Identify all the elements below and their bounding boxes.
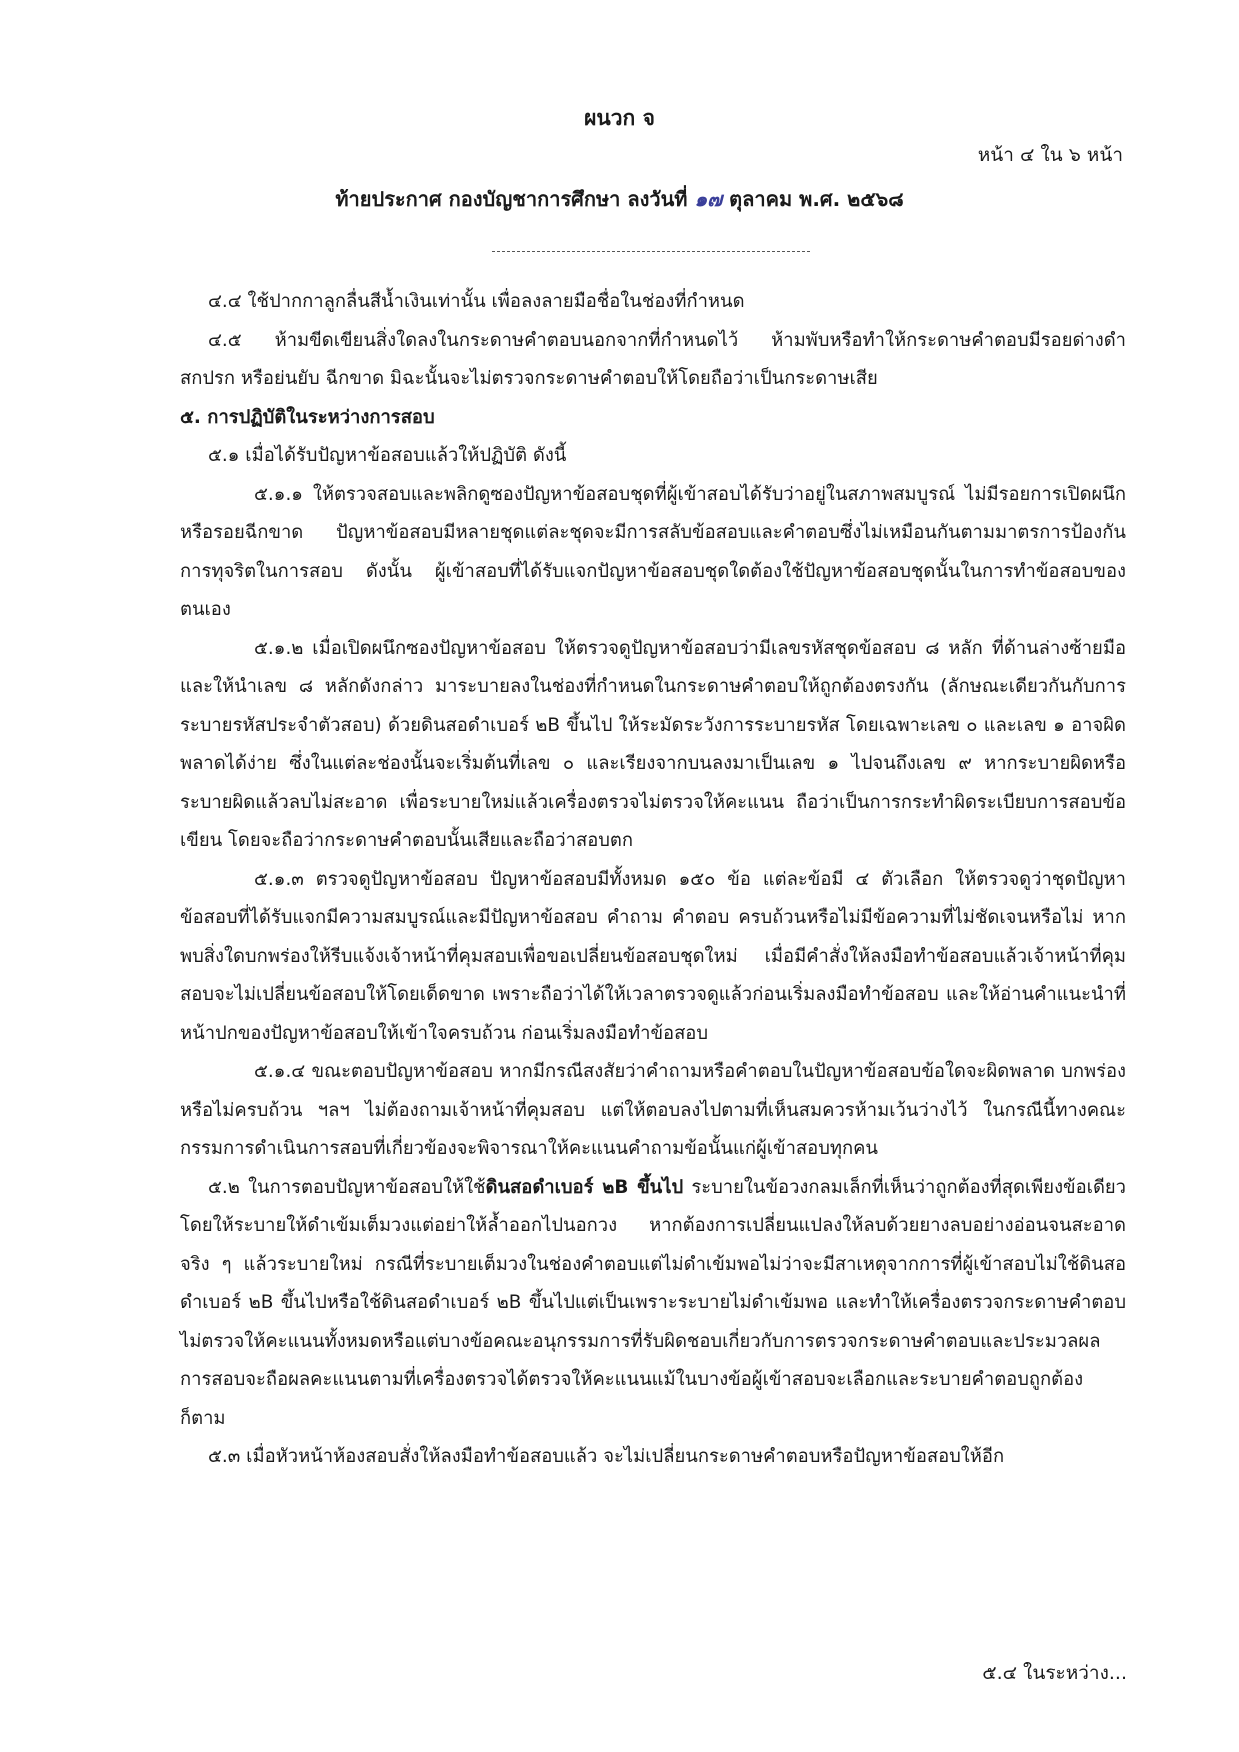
paragraph-5-2-start: ๕.๒ ในการตอบปัญหาข้อสอบให้ใช้: [208, 1176, 486, 1198]
page-number: หน้า ๔ ใน ๖ หน้า: [977, 144, 1123, 166]
paragraph-5-1-3: ๕.๑.๓ ตรวจดูปัญหาข้อสอบ ปัญหาข้อสอบมีทั้งหมด ๑๕๐ ข้อ แต่ละข้อมี ๔ ตัวเลือก ให้ตรวจดูว่าชุดปัญหาข้อสอบที่ได้รับแจกมีความสมบูรณ์และมีปัญหาข้อสอบ คำถาม คำตอบ ครบถ้วนหรือไม่มีข้อความที่ไม่ชัดเจนหรือไม่ หากพบสิ่งใดบกพร่องให้รีบแจ้งเจ้าหน้าที่คุมสอบเพื่อขอเปลี่ยนข้อสอบชุดใหม่ เมื่อมีคำสั่งให้ลงมือทำข้อสอบแล้วเจ้าหน้าที่คุมสอบจะไม่เปลี่ยนข้อสอบให้โดยเด็ดขาด เพราะถือว่าได้ให้เวลาตรวจดูแล้วก่อนเริ่มลงมือทำข้อสอบ และให้อ่านคำแนะนำที่หน้าปกของปัญหาข้อสอบให้เข้าใจครบถ้วน ก่อนเริ่มลงมือทำข้อสอบ: [180, 868, 1126, 1044]
document-body: [180, 283, 1126, 1477]
paragraph-5-3: ๕.๓ เมื่อหัวหน้าห้องสอบสั่งให้ลงมือทำข้อสอบแล้ว จะไม่เปลี่ยนกระดาษคำตอบหรือปัญหาข้อสอบให้อีก: [208, 1446, 1005, 1467]
separator-rule: [492, 251, 810, 252]
annex-title: ผนวก จ: [584, 106, 655, 130]
announcement-suffix: ตุลาคม พ.ศ. ๒๕๖๘: [729, 187, 904, 211]
paragraph-5-1-2: ๕.๑.๒ เมื่อเปิดผนึกซองปัญหาข้อสอบ ให้ตรวจดูปัญหาข้อสอบว่ามีเลขรหัสชุดข้อสอบ ๘ หลัก ที่ด้านล่างซ้ายมือ และให้นำเลข ๘ หลักดังกล่าว มาระบายลงในช่องที่กำหนดในกระดาษคำตอบให้ถูกต้องตรงกัน (ลักษณะเดียวกันกับการระบายรหัสประจำตัวสอบ) ด้วยดินสอดำเบอร์ ๒B ขึ้นไป ให้ระมัดระวังการระบายรหัส โดยเฉพาะเลข ๐ และเลข ๑ อาจผิดพลาดได้ง่าย ซึ่งในแต่ละช่องนั้นจะเริ่มต้นที่เลข ๐ และเรียงจากบนลงมาเป็นเลข ๑ ไปจนถึงเลข ๙ หากระบายผิดหรือระบายผิดแล้วลบไม่สะอาด เพื่อระบายใหม่แล้วเครื่องตรวจไม่ตรวจให้คะแนน ถือว่าเป็นการกระทำผิดระเบียบการสอบข้อเขียน โดยจะถือว่ากระดาษคำตอบนั้นเสียและถือว่าสอบตก: [180, 637, 1126, 851]
paragraph-5-2-rest: ระบายในข้อวงกลมเล็กที่เห็นว่าถูกต้องที่สุดเพียงข้อเดียว โดยให้ระบายให้ดำเข้มเต็มวงแต่อย่าให้ล้ำออกไปนอกวง หากต้องการเปลี่ยนแปลงให้ลบด้วยยางลบอย่างอ่อนจนสะอาดจริง ๆ แล้วระบายใหม่ กรณีที่ระบายเต็มวงในช่องคำตอบแต่ไม่ดำเข้มพอไม่ว่าจะมีสาเหตุจากการที่ผู้เข้าสอบไม่ใช้ดินสอดำเบอร์ ๒B ขึ้นไปหรือใช้ดินสอดำเบอร์ ๒B ขึ้นไปแต่เป็นเพราะระบายไม่ดำเข้มพอ และทำให้เครื่องตรวจกระดาษคำตอบไม่ตรวจให้คะแนนทั้งหมดหรือแต่บางข้อคณะอนุกรรมการที่รับผิดชอบเกี่ยวกับการตรวจกระดาษคำตอบและประมวลผลการสอบจะถือผลคะแนนตามที่เครื่องตรวจได้ตรวจให้คะแนนแม้ในบางข้อผู้เข้าสอบจะเลือกและระบายคำตอบถูกต้องก็ตาม: [180, 1176, 1126, 1429]
section-5-heading: ๕. การปฏิบัติในระหว่างการสอบ: [180, 406, 435, 428]
paragraph-5-2-emphasis: ดินสอดำเบอร์ ๒B ขึ้นไป: [485, 1176, 684, 1198]
continuation-note: ๕.๔ ในระหว่าง...: [982, 1662, 1127, 1684]
paragraph-4-4: ๔.๔ ใช้ปากกาลูกลื่นสีน้ำเงินเท่านั้น เพื่อลงลายมือชื่อในช่องที่กำหนด: [208, 291, 745, 312]
announcement-line: [0, 183, 1239, 215]
paragraph-4-5: ๔.๕ ห้ามขีดเขียนสิ่งใดลงในกระดาษคำตอบนอกจากที่กำหนดไว้ ห้ามพับหรือทำให้กระดาษคำตอบมีรอยด่างดำ สกปรก หรือย่นยับ ฉีกขาด มิฉะนั้นจะไม่ตรวจกระดาษคำตอบให้โดยถือว่าเป็นกระดาษเสีย: [180, 329, 1126, 389]
announcement-prefix: ท้ายประกาศ กองบัญชาการศึกษา ลงวันที่: [335, 187, 688, 211]
paragraph-5-2: [180, 1169, 1126, 1439]
announcement-day: ๑๗: [694, 187, 723, 211]
paragraph-5-1-4: ๕.๑.๔ ขณะตอบปัญหาข้อสอบ หากมีกรณีสงสัยว่าคำถามหรือคำตอบในปัญหาข้อสอบข้อใดจะผิดพลาด บกพร่องหรือไม่ครบถ้วน ฯลฯ ไม่ต้องถามเจ้าหน้าที่คุมสอบ แต่ให้ตอบลงไปตามที่เห็นสมควรห้ามเว้นว่างไว้ ในกรณีนี้ทางคณะกรรมการดำเนินการสอบที่เกี่ยวข้องจะพิจารณาให้คะแนนคำถามข้อนั้นแก่ผู้เข้าสอบทุกคน: [180, 1061, 1126, 1159]
paragraph-5-1-1: ๕.๑.๑ ให้ตรวจสอบและพลิกดูซองปัญหาข้อสอบชุดที่ผู้เข้าสอบได้รับว่าอยู่ในสภาพสมบูรณ์ ไม่มีรอยการเปิดผนึกหรือรอยฉีกขาด ปัญหาข้อสอบมีหลายชุดแต่ละชุดจะมีการสลับข้อสอบและคำตอบซึ่งไม่เหมือนกันตามมาตรการป้องกันการทุจริตในการสอบ ดังนั้น ผู้เข้าสอบที่ได้รับแจกปัญหาข้อสอบชุดใดต้องใช้ปัญหาข้อสอบชุดนั้นในการทำข้อสอบของตนเอง: [180, 483, 1126, 620]
paragraph-5-1: ๕.๑ เมื่อได้รับปัญหาข้อสอบแล้วให้ปฏิบัติ ดังนี้: [208, 445, 567, 466]
